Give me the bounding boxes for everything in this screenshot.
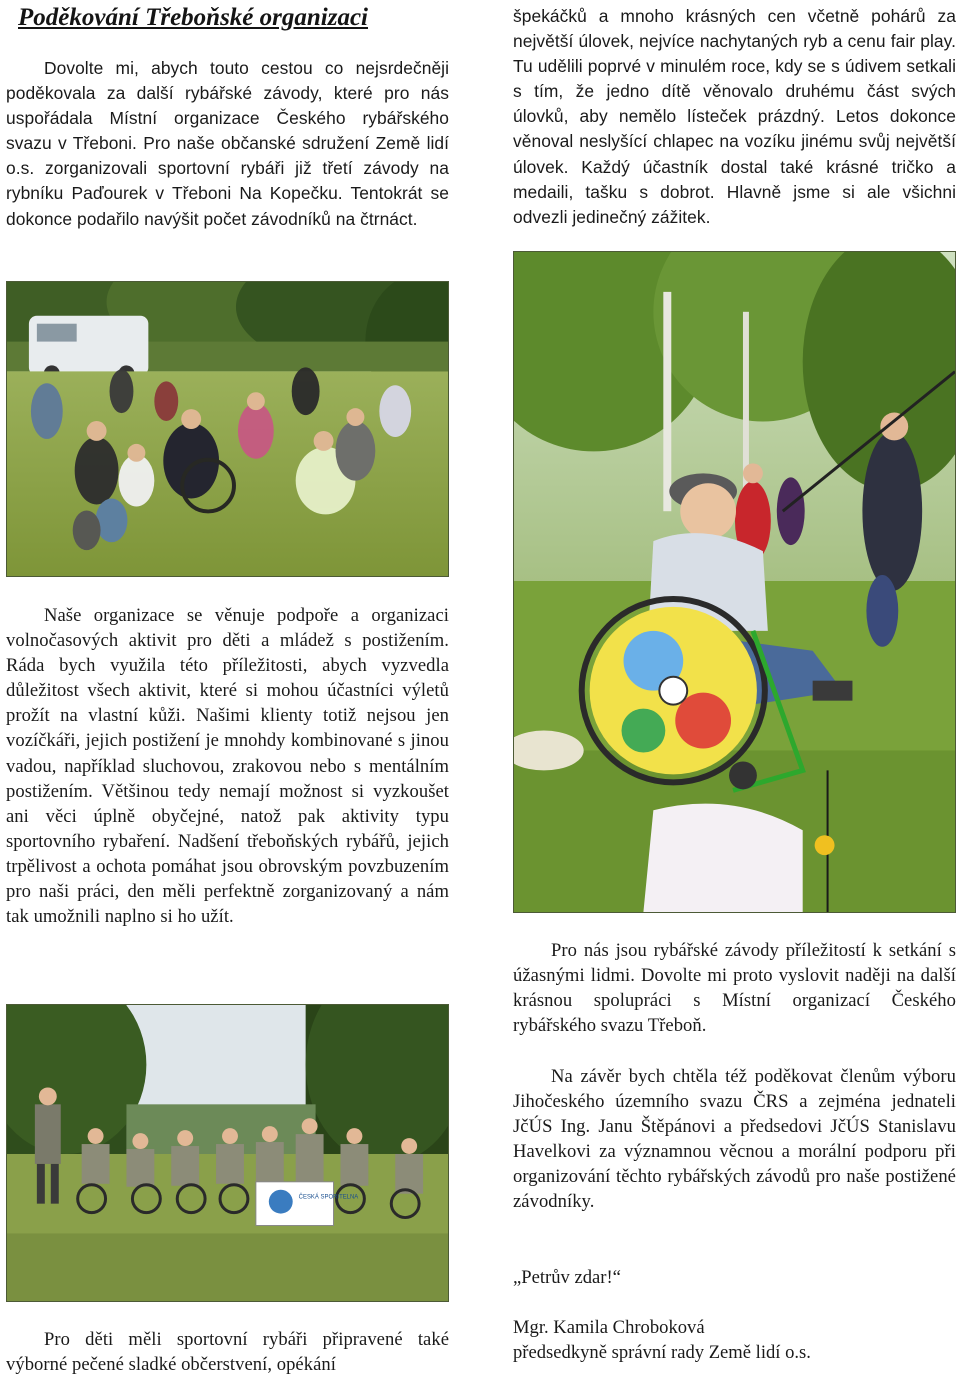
signature-role: předsedkyně správní rady Země lidí o.s. xyxy=(513,1342,811,1363)
paragraph-opportunity: Pro nás jsou rybářské závody příležitostí k setkání s úžasnými lidmi. Dovolte mi proto vyslovit naději na další krásnou spolupráci s Místní organizací Českého rybářského svazu Třeboň. xyxy=(513,940,956,1037)
paragraph-prizes: špekáčků a mnoho krásných cen včetně pohárů za největší úlovek, nejvíce nachytaných ryb a cenu fair play. Tu udělili poprvé v minulém roce, kdy se s údivem setkali s tím, že jedno dítě věnovalo druhému část svých úlovků, aby nemělo lísteček prázdný. Letos dokonce věnoval neslyšící chlapec na vozíku jinému svůj největší úlovek. Každý účastník dostal také krásné tričko a medaili, tašku s dobrot. Hlavně jsme si ale všichni odvezli jedinečný zážitek. xyxy=(513,6,956,227)
photo-boy-fishing xyxy=(513,251,956,913)
photo-group-meadow xyxy=(6,281,449,577)
banner-logo-text: ČESKÁ SPORITELNA xyxy=(298,1194,359,1201)
fishing-photo-image xyxy=(514,252,955,912)
banner-photo-image xyxy=(7,1005,448,1301)
signature-name: Mgr. Kamila Chroboková xyxy=(513,1317,705,1338)
paragraph-intro: Dovolte mi, abych touto cestou co nejsrdečněji poděkovala za další rybářské závody, které pro nás uspořádala Místní organizace Českého rybářského svazu v Třeboni. Pro naše občanské sdružení Země lidí o.s. zorganizovali sportovní rybáři již třetí závody na rybníku Paďourek v Třeboni Na Kopečku. Tentokrát se dokonce podařilo navýšit počet závodníků na čtrnáct. xyxy=(6,58,449,229)
photo-group-banner xyxy=(6,1004,449,1302)
paragraph-thanks: Na závěr bych chtěla též poděkovat členům výboru Jihočeského územního svazu ČRS a zejména jednateli JčÚS Ing. Janu Štěpánovi a předsedovi JčÚS Stanislavu Havelkovi za významnou věcnou a morální podporu při organizování těchto rybářských závodů pro naše postižené závodníky. xyxy=(513,1066,956,1213)
paragraph-organization: Naše organizace se věnuje podpoře a organizaci volnočasových aktivit pro děti a mládež s postižením. Ráda bych využila této příležitosti, abych vyzvedla důležitost všech aktivit, které si mohou účastníci výletů prožít na vlastní kůži. Našimi klienty totiž nejsou jen vozíčkáři, jejich postižení je mnohdy kombinované s jinou vadou, například sluchovou, zrakovou nebo s mentálním postižením. Většinou tedy nemají možnost si vyzkoušet ani věci úplně obyčejné, natož pak aktivity typu sportovního rybaření. Nadšení třeboňských rybářů, jejich trpělivost a ochota pomáhat jsou obrovským povzbuzením pro naši práci, den měli perfektně zorganizovaný a nám tak umožnili naplno si ho užít. xyxy=(6,605,449,928)
paragraph-refreshments: Pro děti měli sportovní rybáři připravené také výborné pečené sladké občerstvení, opékání xyxy=(6,1329,449,1376)
greeting: „Petrův zdar!“ xyxy=(513,1267,621,1288)
article-title: Poděkování Třeboňské organizaci xyxy=(18,4,368,31)
meadow-photo-image xyxy=(7,282,448,576)
